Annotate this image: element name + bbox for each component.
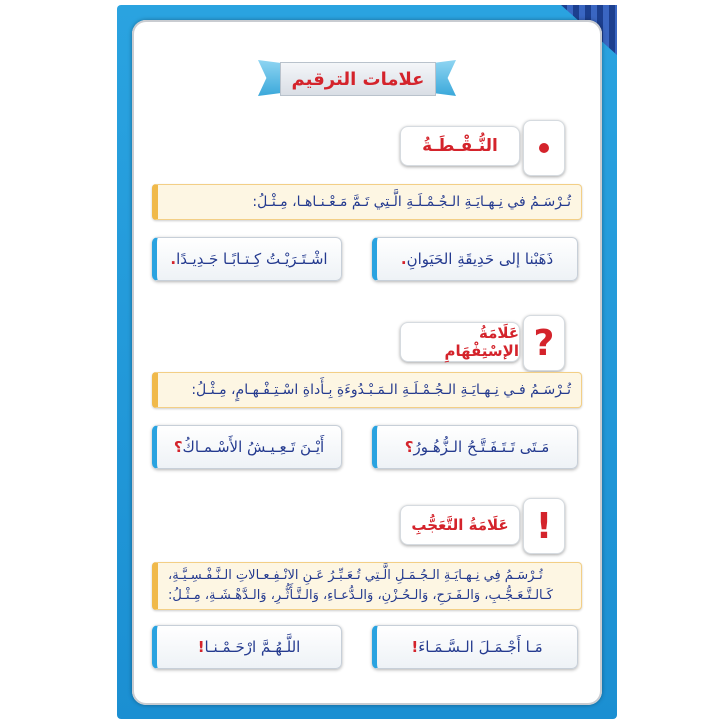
question-symbol: ? xyxy=(523,315,565,371)
period-symbol xyxy=(523,120,565,176)
dot-icon xyxy=(539,143,549,153)
example-text: اللَّـهُـمَّ ارْحَـمْـنـا xyxy=(204,638,301,656)
rule-line-1: تُـرْسَـمُ فِي نِـهـايَـةِ الـجُـمَـلِ الَّـتِي تُـعَـبِّـرُ عَـنِ الانْـفِـعـالاتِ الـنَّـفْـسِـيَّـةِ، xyxy=(168,568,543,583)
example-question-1 xyxy=(372,425,578,469)
example-exclamation-1 xyxy=(372,625,578,669)
rule-exclamation xyxy=(152,562,582,610)
example-exclamation-2 xyxy=(152,625,342,669)
rule-period: تُـرْسَـمُ في نِـهـايَـةِ الـجُـمْـلَـةِ الَّـتِي تَـمَّ مَـعْـنـاهـا، مِـثْـلُ: xyxy=(152,184,582,220)
example-text: أَيْـنَ تَـعِـيـشُ الأَسْـمـاكُ xyxy=(182,438,325,456)
example-punctuation: . xyxy=(400,250,407,268)
example-punctuation: ! xyxy=(197,638,205,656)
example-text: مَـتَى تَـتَـفَـتَّـحُ الـزُّهُـورُ xyxy=(413,438,550,456)
example-period-2 xyxy=(152,237,342,281)
example-punctuation: ! xyxy=(411,638,419,656)
example-period-1 xyxy=(372,237,578,281)
example-text: اشْـتَـرَيْـتُ كِـتـابًـا جَـدِيـدًا xyxy=(176,250,328,268)
example-question-2 xyxy=(152,425,342,469)
example-punctuation: . xyxy=(170,250,177,268)
title-banner xyxy=(258,58,456,100)
exclamation-symbol: ! xyxy=(523,498,565,554)
example-punctuation: ؟ xyxy=(173,438,183,456)
rule-question: تُـرْسَـمُ فـي نِـهـايَـةِ الـجُـمْـلَـةِ الـمَـبْـدُوءَةِ بِـأَداةِ اسْـتِـفْـهـامٍ، مِـثْـلُ: xyxy=(152,372,582,408)
section-title-period: النُّـقْـطَـةُ xyxy=(400,126,520,166)
example-text: مَـا أَجْـمَـلَ الـسَّـمَـاءَ xyxy=(418,638,543,656)
rule-line-2: كَـالـتَّـعَـجُّـبِ، وَالـفَـرَحِ، وَالـحُـزْنِ، وَالـدُّعـاءِ، وَالـتَّـأَثُّـرِ، وَالـدَّهْـشَـةِ، مِـثْـلُ: xyxy=(168,588,553,603)
section-title-exclamation: عَلَامَةُ التَّعَجُّبِ xyxy=(400,505,520,545)
example-text: ذَهَبْنا إلى حَدِيقَةِ الحَيَوانِ xyxy=(406,250,554,268)
page-title: علامات الترقيم xyxy=(280,62,436,96)
section-title-question: عَلَامَةُ الإسْتِفْهَامِ xyxy=(400,322,520,362)
example-punctuation: ؟ xyxy=(404,438,414,456)
